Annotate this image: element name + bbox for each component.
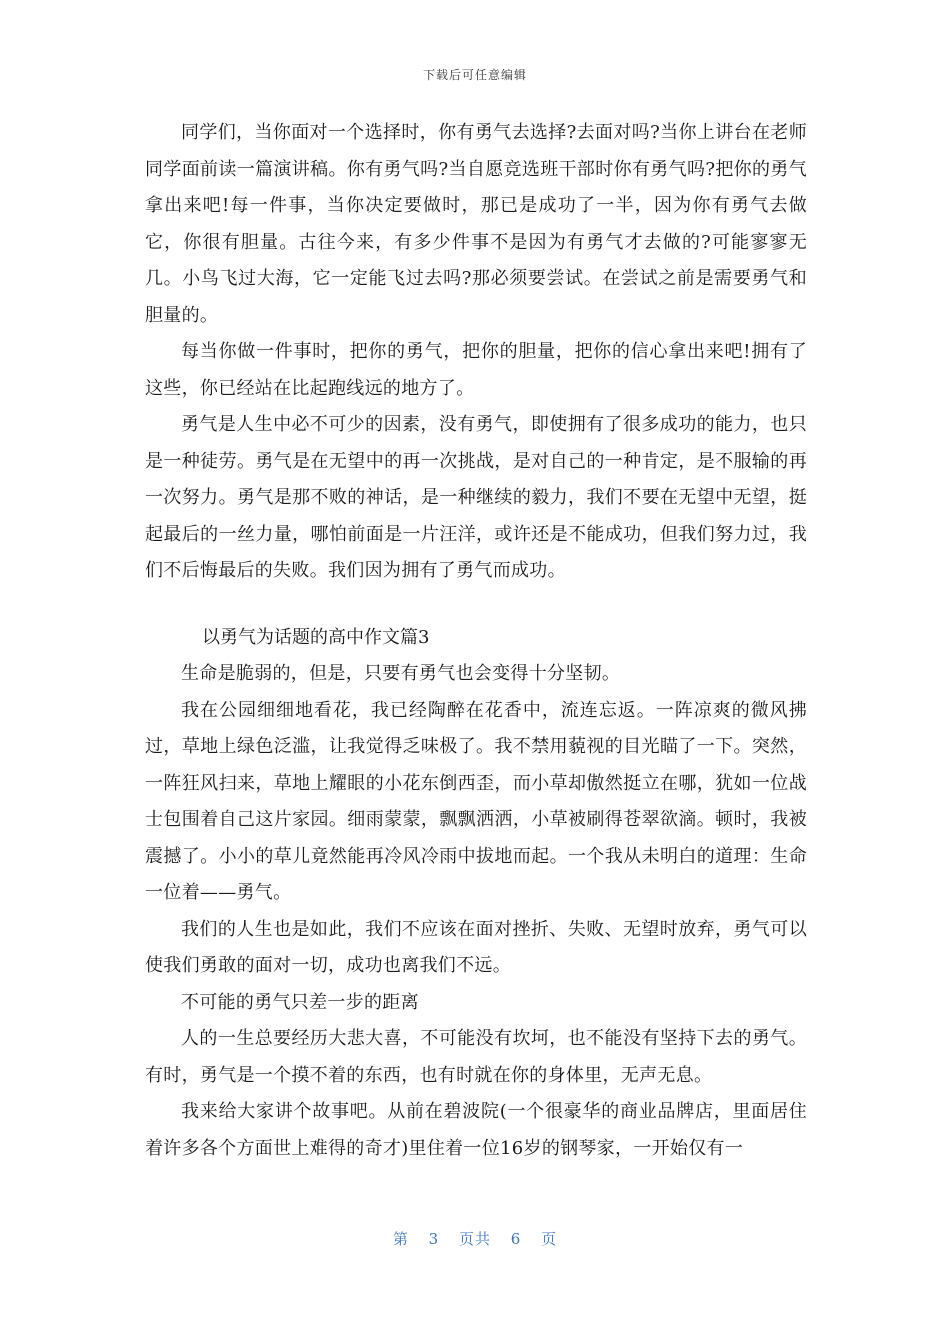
document-body [145,115,807,1167]
footer-current-page: 3 [428,1230,440,1248]
footer-label-suffix: 页 [541,1230,558,1248]
paragraph: 我来给大家讲个故事吧。从前在碧波院(一个很豪华的商业品牌店，里面居住着许多各个方面世上难得的奇才)里住着一位16岁的钢琴家，一开始仅有一 [145,1101,807,1159]
paragraph: 不可能的勇气只差一步的距离 [181,991,419,1013]
paragraph: 同学们，当你面对一个选择时，你有勇气去选择?去面对吗?当你上讲台在老师同学面前读一篇演讲稿。你有勇气吗?当自愿竞选班干部时你有勇气吗?把你的勇气拿出来吧!每一件事，当你决定要做时，那已是成功了一半，因为你有勇气去做它，你很有胆量。古往今来，有多少件事不是因为有勇气才去做的?可能寥寥无几。小鸟飞过大海，它一定能飞过去吗?那必须要尝试。在尝试之前是需要勇气和胆量的。 [145,122,807,326]
paragraph: 勇气是人生中必不可少的因素，没有勇气，即使拥有了很多成功的能力，也只是一种徒劳。勇气是在无望中的再一次挑战，是对自己的一种肯定，是不服输的再一次努力。勇气是那不败的神话，是一种继续的毅力，我们不要在无望中无望，挺起最后的一丝力量，哪怕前面是一片汪洋，或许还是不能成功，但我们努力过，我们不后悔最后的失败。我们因为拥有了勇气而成功。 [145,414,807,581]
footer-total-pages: 6 [510,1230,522,1248]
footer-label-total: 页共 [458,1230,491,1248]
paragraph: 每当你做一件事时，把你的勇气，把你的胆量，把你的信心拿出来吧!拥有了这些，你已经站在比起跑线远的地方了。 [145,341,807,399]
paragraph: 人的一生总要经历大悲大喜，不可能没有坎坷，也不能没有坚持下去的勇气。有时，勇气是一个摸不着的东西，也有时就在你的身体里，无声无息。 [145,1028,807,1086]
page-footer [0,1228,950,1249]
footer-label-page: 第 [392,1230,409,1248]
header-note: 下载后可任意编辑 [422,68,527,82]
section-title: 以勇气为话题的高中作文篇3 [202,626,430,648]
section-gap [145,590,807,620]
paragraph: 生命是脆弱的，但是，只要有勇气也会变得十分坚韧。 [181,663,621,684]
paragraph: 我在公园细细地看花，我已经陶醉在花香中，流连忘返。一阵凉爽的微风拂过，草地上绿色泛滥，让我觉得乏味极了。我不禁用藐视的目光瞄了一下。突然，一阵狂风扫来，草地上耀眼的小花东倒西歪，而小草却傲然挺立在哪，犹如一位战士包围着自己这片家园。细雨蒙蒙，飘飘洒洒，小草被刷得苍翠欲滴。顿时，我被震撼了。小小的草儿竟然能再冷风冷雨中拔地而起。一个我从未明白的道理：生命一位着——勇气。 [145,699,807,903]
paragraph: 我们的人生也是如此，我们不应该在面对挫折、失败、无望时放弃，勇气可以使我们勇敢的面对一切，成功也离我们不远。 [145,918,807,976]
